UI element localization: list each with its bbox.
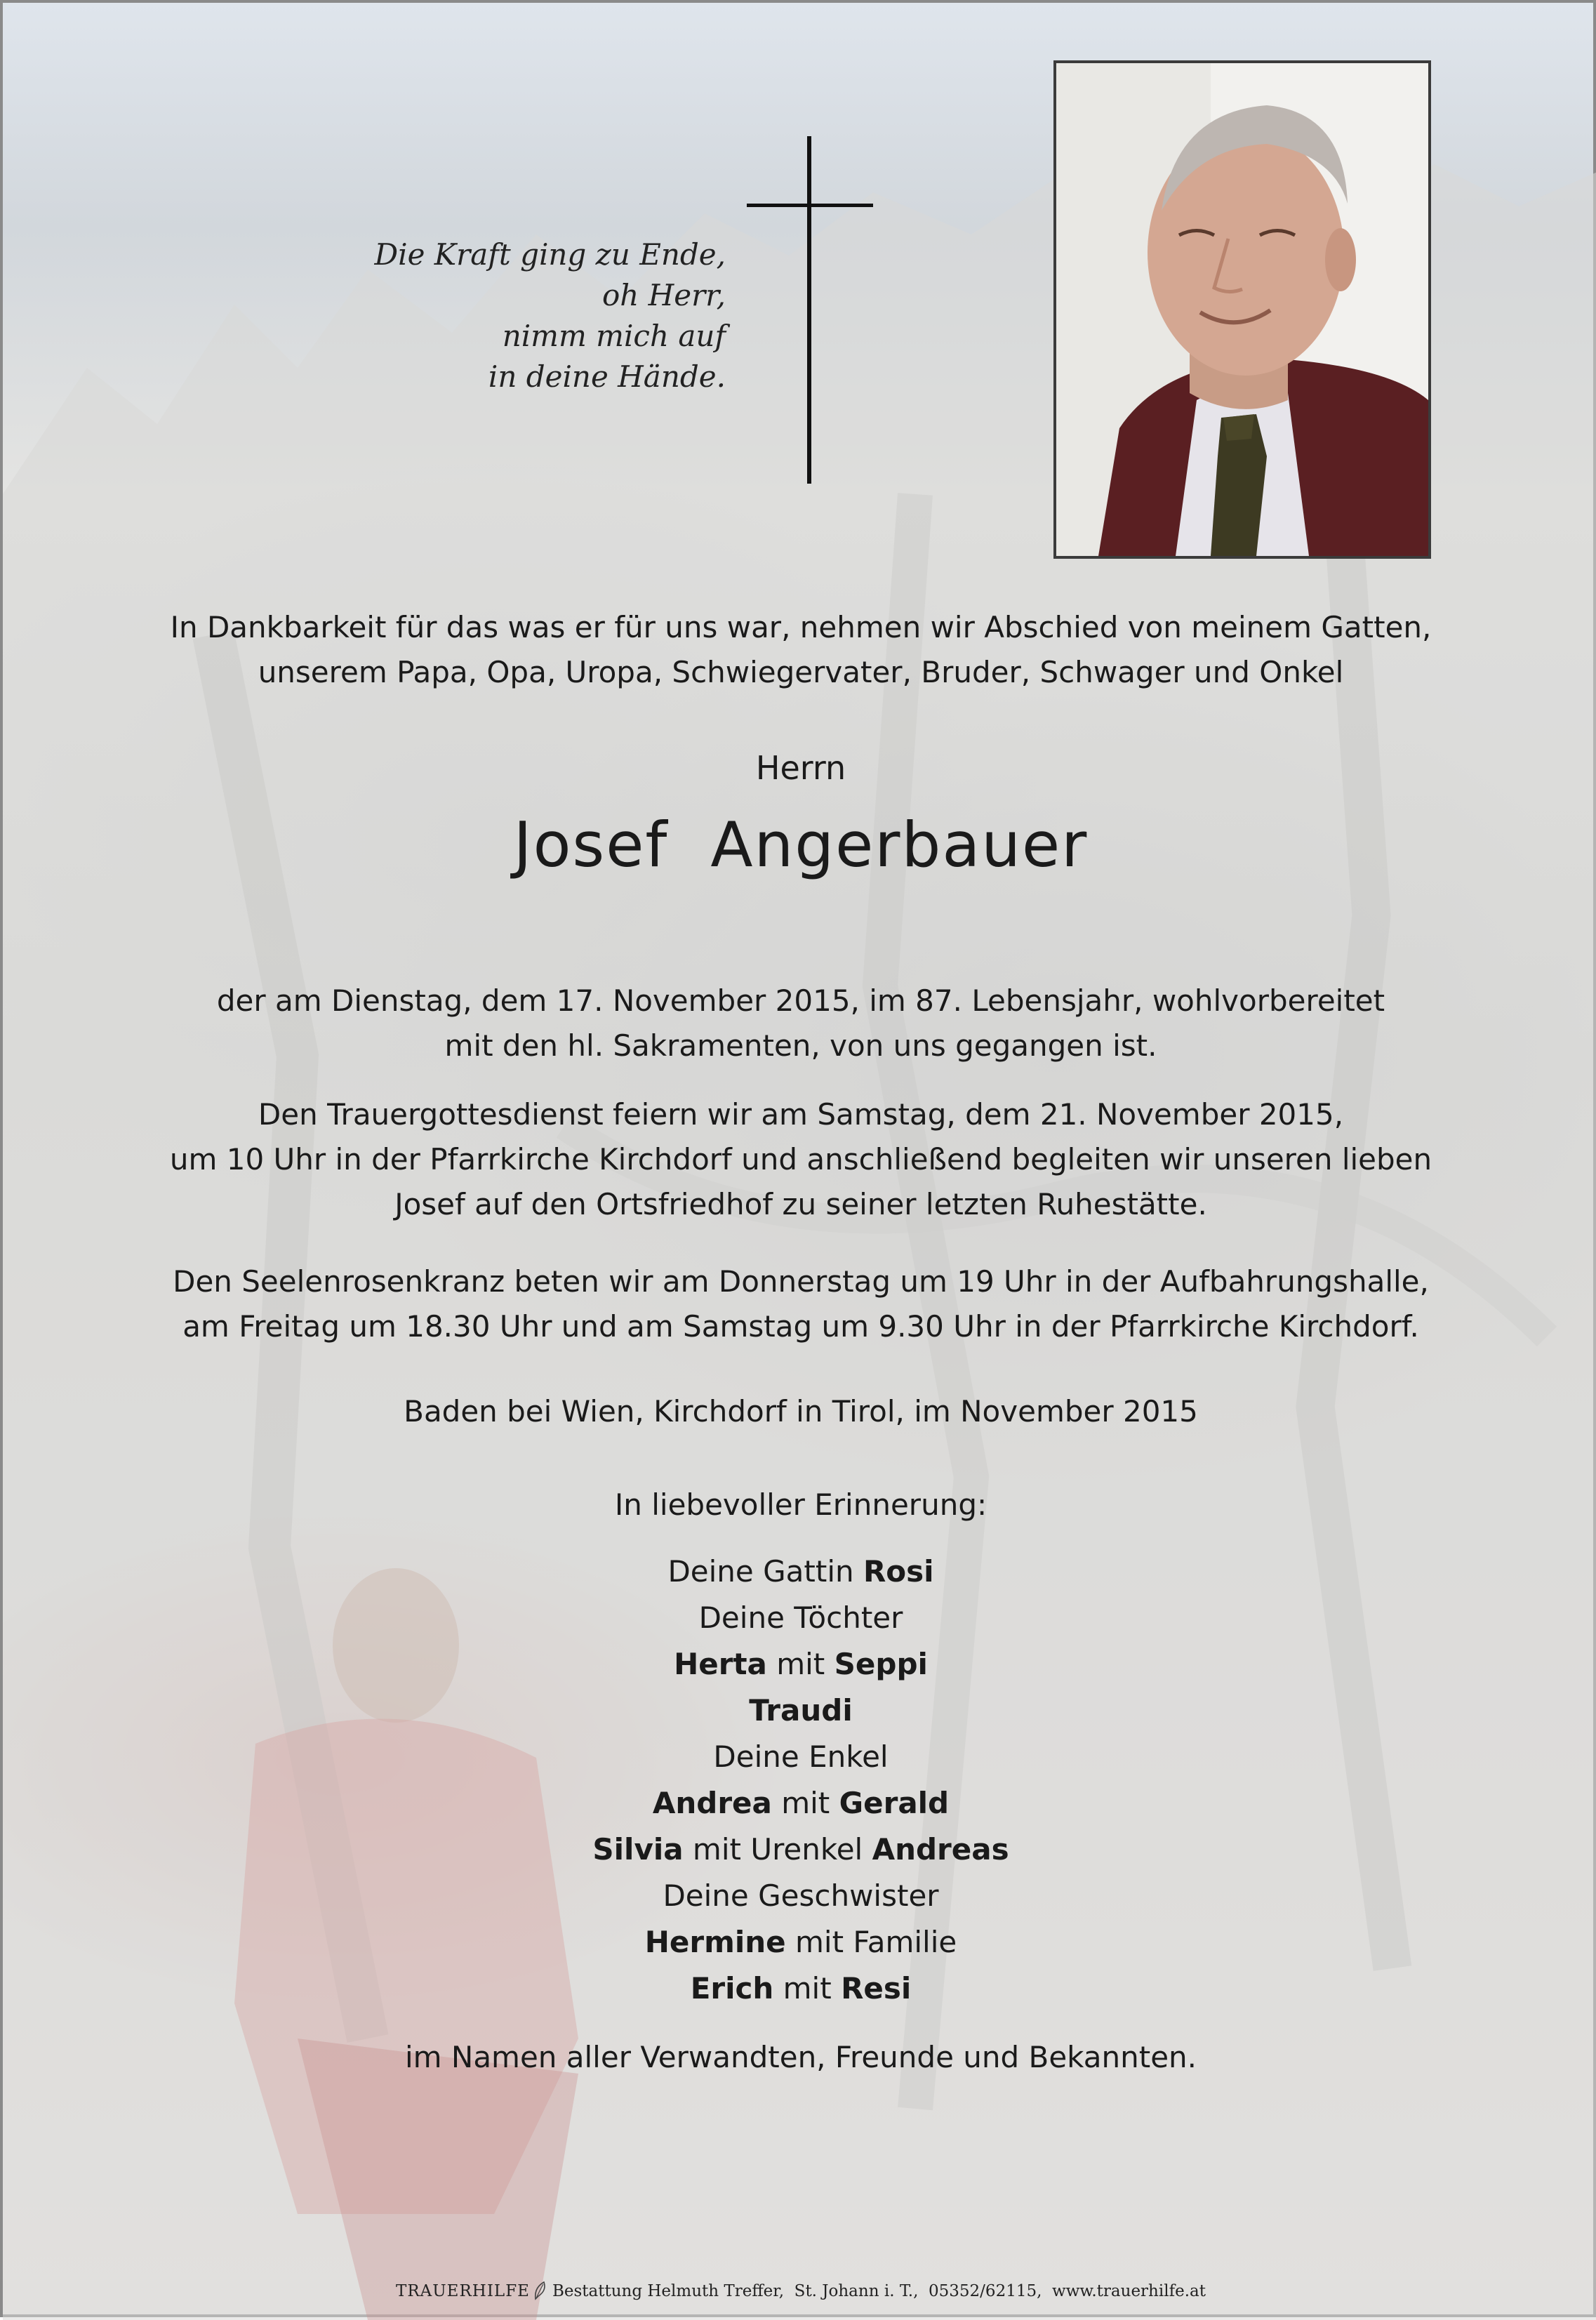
place-date: Baden bei Wien, Kirchdorf in Tirol, im November 2015	[404, 1394, 1198, 1429]
leaf-logo-icon	[533, 2281, 548, 2300]
family-row: Deine Gattin Rosi	[667, 1554, 934, 1589]
family-row: Deine Geschwister	[663, 1878, 939, 1913]
quote-line: in deine Hände.	[488, 359, 726, 394]
quote-line: Die Kraft ging zu Ende,	[374, 237, 726, 272]
rosary-info	[3, 1259, 1596, 1349]
paragraph-line: Den Seelenrosenkranz beten wir am Donnerstag um 19 Uhr in der Aufbahrungshalle,	[173, 1264, 1429, 1299]
funeral-service-info	[3, 1092, 1596, 1227]
memory-heading: In liebevoller Erinnerung:	[614, 1487, 987, 1522]
family-row: Erich mit Resi	[690, 1971, 912, 2006]
quote-line: oh Herr,	[601, 278, 726, 312]
quote-line: nimm mich auf	[502, 319, 726, 353]
paragraph-line: Den Trauergottesdienst feiern wir am Samstag, dem 21. November 2015,	[258, 1097, 1344, 1132]
closing-line: im Namen aller Verwandten, Freunde und Bekannten.	[404, 2040, 1197, 2074]
paragraph-line: Josef auf den Ortsfriedhof zu seiner letzten Ruhestätte.	[394, 1187, 1207, 1221]
death-announcement	[3, 979, 1596, 1068]
intro-line: unserem Papa, Opa, Uropa, Schwiegervater, Bruder, Schwager und Onkel	[258, 655, 1344, 689]
portrait-photo	[1053, 60, 1431, 559]
family-row: Deine Enkel	[713, 1739, 889, 1774]
family-row: Hermine mit Familie	[644, 1925, 957, 1959]
paragraph-line: um 10 Uhr in der Pfarrkirche Kirchdorf und anschließend begleiten wir unseren lieben	[169, 1142, 1432, 1176]
paragraph-line: mit den hl. Sakramenten, von uns gegangen ist.	[444, 1028, 1157, 1063]
family-row: Deine Töchter	[698, 1600, 903, 1635]
family-row: Silvia mit Urenkel Andreas	[592, 1832, 1009, 1867]
family-list	[3, 1549, 1596, 2012]
cross-icon	[747, 136, 873, 487]
family-row: Herta mit Seppi	[674, 1647, 928, 1681]
family-row: Andrea mit Gerald	[652, 1786, 950, 1820]
deceased-name-text: Josef Angerbauer	[513, 809, 1089, 881]
intro-text	[3, 605, 1596, 695]
quote-text	[234, 234, 726, 397]
family-row: Traudi	[749, 1693, 853, 1728]
paragraph-line: am Freitag um 18.30 Uhr und am Samstag um 9.30 Uhr in der Pfarrkirche Kirchdorf.	[182, 1309, 1419, 1344]
salutation: Herrn	[755, 749, 846, 787]
intro-line: In Dankbarkeit für das was er für uns war, nehmen wir Abschied von meinem Gatten,	[170, 610, 1432, 644]
footer-brand: TRAUERHILFE	[396, 2282, 530, 2300]
paragraph-line: der am Dienstag, dem 17. November 2015, im 87. Lebensjahr, wohlvorbereitet	[216, 983, 1385, 1018]
deceased-name	[3, 807, 1596, 884]
footer-details: Bestattung Helmuth Treffer, St. Johann i. T., 05352/62115, www.trauerhilfe.at	[552, 2282, 1206, 2300]
footer	[3, 2281, 1596, 2300]
